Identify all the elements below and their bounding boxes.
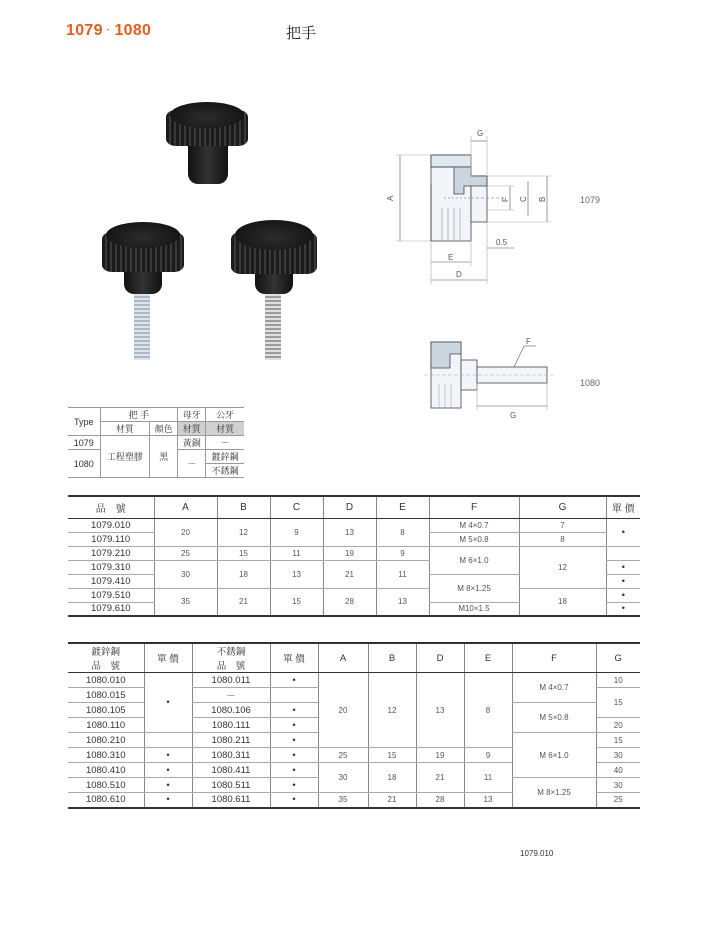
- item-code: 1079.110: [68, 532, 154, 546]
- zinc-price-empty: [144, 733, 192, 748]
- header-code: 品 號: [91, 661, 120, 672]
- ss-code: 1080.111: [192, 718, 270, 733]
- ss-code: 1080.011: [192, 673, 270, 688]
- value-g: 30: [596, 748, 640, 763]
- value-a: 35: [318, 793, 368, 808]
- dim-label-g: G: [477, 129, 484, 138]
- table-row: [68, 673, 640, 688]
- zinc-price-dot: •: [144, 763, 192, 778]
- zinc-price-dot: •: [144, 793, 192, 808]
- spec-table-1079: [68, 495, 640, 617]
- value-b: 21: [217, 588, 270, 616]
- material-table: [68, 407, 244, 478]
- value-a: 30: [154, 560, 217, 588]
- value-f: M 6×1.0: [512, 733, 596, 778]
- value-c: 9: [270, 518, 323, 546]
- header-e: E: [376, 496, 429, 518]
- price-dot: •: [606, 574, 640, 588]
- ss-code: －: [192, 688, 270, 703]
- value-d: 21: [323, 560, 376, 588]
- type-1079: 1079: [68, 436, 100, 450]
- nut-material-1080: －: [178, 450, 206, 478]
- zinc-price-dot: •: [144, 673, 192, 733]
- value-d: 21: [416, 763, 464, 793]
- series-code-1080: 1080: [114, 22, 152, 39]
- value-f: M10×1.5: [429, 602, 519, 616]
- ss-code: 1080.211: [192, 733, 270, 748]
- header-f: F: [512, 643, 596, 673]
- technical-drawing-1079: [384, 124, 624, 294]
- zinc-code: 1080.015: [68, 688, 144, 703]
- zinc-code: 1080.110: [68, 718, 144, 733]
- value-b: 15: [368, 748, 416, 763]
- male-material-1079: －: [206, 436, 244, 450]
- header-e: E: [464, 643, 512, 673]
- header-ss-code: [192, 643, 270, 673]
- dim-label-b: B: [538, 196, 547, 202]
- value-f: M 8×1.25: [512, 778, 596, 808]
- ss-code: 1080.611: [192, 793, 270, 808]
- header-d: D: [323, 496, 376, 518]
- ss-price-dot: •: [270, 718, 318, 733]
- header-zinc: 鍍鋅鋼: [91, 647, 120, 658]
- header-b: B: [217, 496, 270, 518]
- value-a: 20: [318, 673, 368, 748]
- series-separator: ·: [106, 25, 111, 37]
- value-c: 13: [270, 560, 323, 588]
- ss-price-dot: •: [270, 673, 318, 688]
- dim-label-g-1080: G: [510, 411, 517, 420]
- ss-code: 1080.106: [192, 703, 270, 718]
- male-material-zinc: 鍍鋅鋼: [206, 450, 244, 464]
- table-row: [68, 518, 640, 532]
- value-g: 30: [596, 778, 640, 793]
- value-b: 12: [368, 673, 416, 748]
- male-material-stainless: 不銹鋼: [206, 464, 244, 478]
- value-e: 8: [376, 518, 429, 546]
- value-d: 13: [323, 518, 376, 546]
- value-g: 18: [519, 588, 606, 616]
- item-code: 1079.510: [68, 588, 154, 602]
- value-a: 30: [318, 763, 368, 793]
- ss-code: 1080.311: [192, 748, 270, 763]
- price-dot: •: [606, 518, 640, 546]
- value-e: 9: [464, 748, 512, 763]
- header-c: C: [270, 496, 323, 518]
- value-d: 19: [323, 546, 376, 560]
- color-header: 顏色: [150, 422, 178, 436]
- header-a: A: [154, 496, 217, 518]
- zinc-code: 1080.310: [68, 748, 144, 763]
- ss-price-dot: •: [270, 763, 318, 778]
- header-stainless: 不銹鋼: [216, 647, 246, 658]
- nut-header: 母牙: [178, 408, 206, 422]
- zinc-price-dot: •: [144, 748, 192, 763]
- item-code: 1079.410: [68, 574, 154, 588]
- dim-label-e: E: [448, 253, 454, 262]
- dim-label-f: F: [501, 197, 510, 202]
- dim-label-c: C: [519, 196, 528, 202]
- type-1080: 1080: [68, 450, 100, 478]
- item-code: 1079.610: [68, 602, 154, 616]
- ss-price-dot: •: [270, 733, 318, 748]
- series-code-1079: 1079: [66, 22, 103, 39]
- header-g: G: [519, 496, 606, 518]
- value-c: 15: [270, 588, 323, 616]
- value-e: 11: [376, 560, 429, 588]
- drawing-label-1080: 1080: [580, 378, 601, 388]
- ss-price-dot: •: [270, 778, 318, 793]
- header-d: D: [416, 643, 464, 673]
- value-e: 8: [464, 673, 512, 748]
- value-c: 11: [270, 546, 323, 560]
- product-photo-1080-stainless-knob: [229, 216, 319, 363]
- dim-label-d: D: [456, 270, 462, 279]
- technical-drawing-1080: [424, 334, 624, 424]
- zinc-code: 1080.010: [68, 673, 144, 688]
- value-a: 25: [154, 546, 217, 560]
- header-price: 單 價: [606, 496, 640, 518]
- handle-header: 把 手: [100, 408, 178, 422]
- header-code: 品 號: [68, 496, 154, 518]
- value-e: 11: [464, 763, 512, 793]
- header-price: 單 價: [144, 643, 192, 673]
- value-d: 13: [416, 673, 464, 748]
- header-a: A: [318, 643, 368, 673]
- header-code: 品 號: [216, 661, 246, 672]
- item-code: 1079.010: [68, 518, 154, 532]
- value-d: 19: [416, 748, 464, 763]
- price-dot: •: [606, 560, 640, 574]
- value-g: 10: [596, 673, 640, 688]
- table-row: [68, 546, 640, 560]
- ss-price-dot: •: [270, 703, 318, 718]
- value-f: M 6×1.0: [429, 546, 519, 574]
- dim-label-f-1080: F: [526, 337, 531, 346]
- product-photo-1079-knob: [164, 100, 250, 186]
- dim-label-0-5: 0.5: [496, 238, 508, 247]
- ss-code: 1080.411: [192, 763, 270, 778]
- value-f: M 5×0.8: [512, 703, 596, 733]
- header-g: G: [596, 643, 640, 673]
- price-empty: [606, 546, 640, 560]
- price-dot: •: [606, 602, 640, 616]
- value-b: 18: [368, 763, 416, 793]
- dim-label-a: A: [386, 195, 395, 201]
- value-b: 18: [217, 560, 270, 588]
- header-price-ss: 單 價: [270, 643, 318, 673]
- zinc-code: 1080.105: [68, 703, 144, 718]
- value-g: 7: [519, 518, 606, 532]
- type-header: Type: [68, 408, 100, 436]
- male-header: 公牙: [206, 408, 244, 422]
- ss-price-empty: [270, 688, 318, 703]
- ss-code: 1080.511: [192, 778, 270, 793]
- value-f: M 5×0.8: [429, 532, 519, 546]
- price-dot: •: [606, 588, 640, 602]
- item-code: 1079.210: [68, 546, 154, 560]
- value-d: 28: [416, 793, 464, 808]
- zinc-code: 1080.210: [68, 733, 144, 748]
- value-b: 21: [368, 793, 416, 808]
- item-code: 1079.310: [68, 560, 154, 574]
- drawing-label-1079: 1079: [580, 195, 601, 205]
- value-g: 15: [596, 733, 640, 748]
- value-g: 25: [596, 793, 640, 808]
- page-title: 把手: [286, 24, 317, 42]
- table-row: [68, 588, 640, 602]
- handle-color: 黑: [150, 436, 178, 478]
- value-d: 28: [323, 588, 376, 616]
- value-e: 13: [464, 793, 512, 808]
- header-f: F: [429, 496, 519, 518]
- zinc-code: 1080.510: [68, 778, 144, 793]
- handle-material-header: 材質: [100, 422, 150, 436]
- value-g: 12: [519, 546, 606, 588]
- handle-material: 工程塑膠: [100, 436, 150, 478]
- ss-price-dot: •: [270, 748, 318, 763]
- nut-material-1079: 黃銅: [178, 436, 206, 450]
- value-g: 40: [596, 763, 640, 778]
- value-b: 15: [217, 546, 270, 560]
- series-code: [66, 22, 151, 40]
- value-f: M 4×0.7: [512, 673, 596, 703]
- value-b: 12: [217, 518, 270, 546]
- value-a: 25: [318, 748, 368, 763]
- zinc-price-dot: •: [144, 778, 192, 793]
- value-f: M 4×0.7: [429, 518, 519, 532]
- footer-code: 1079.010: [520, 849, 554, 858]
- value-g: 8: [519, 532, 606, 546]
- value-e: 9: [376, 546, 429, 560]
- header-b: B: [368, 643, 416, 673]
- value-a: 35: [154, 588, 217, 616]
- value-g: 15: [596, 688, 640, 718]
- zinc-code: 1080.410: [68, 763, 144, 778]
- value-e: 13: [376, 588, 429, 616]
- value-g: 20: [596, 718, 640, 733]
- product-photo-1080-zinc-knob: [100, 218, 186, 363]
- header-zinc-code: [68, 643, 144, 673]
- zinc-code: 1080.610: [68, 793, 144, 808]
- spec-table-1080: [68, 642, 640, 809]
- value-a: 20: [154, 518, 217, 546]
- male-material-header: 材質: [206, 422, 244, 436]
- nut-material-header: 材質: [178, 422, 206, 436]
- ss-price-dot: •: [270, 793, 318, 808]
- value-f: M 8×1.25: [429, 574, 519, 602]
